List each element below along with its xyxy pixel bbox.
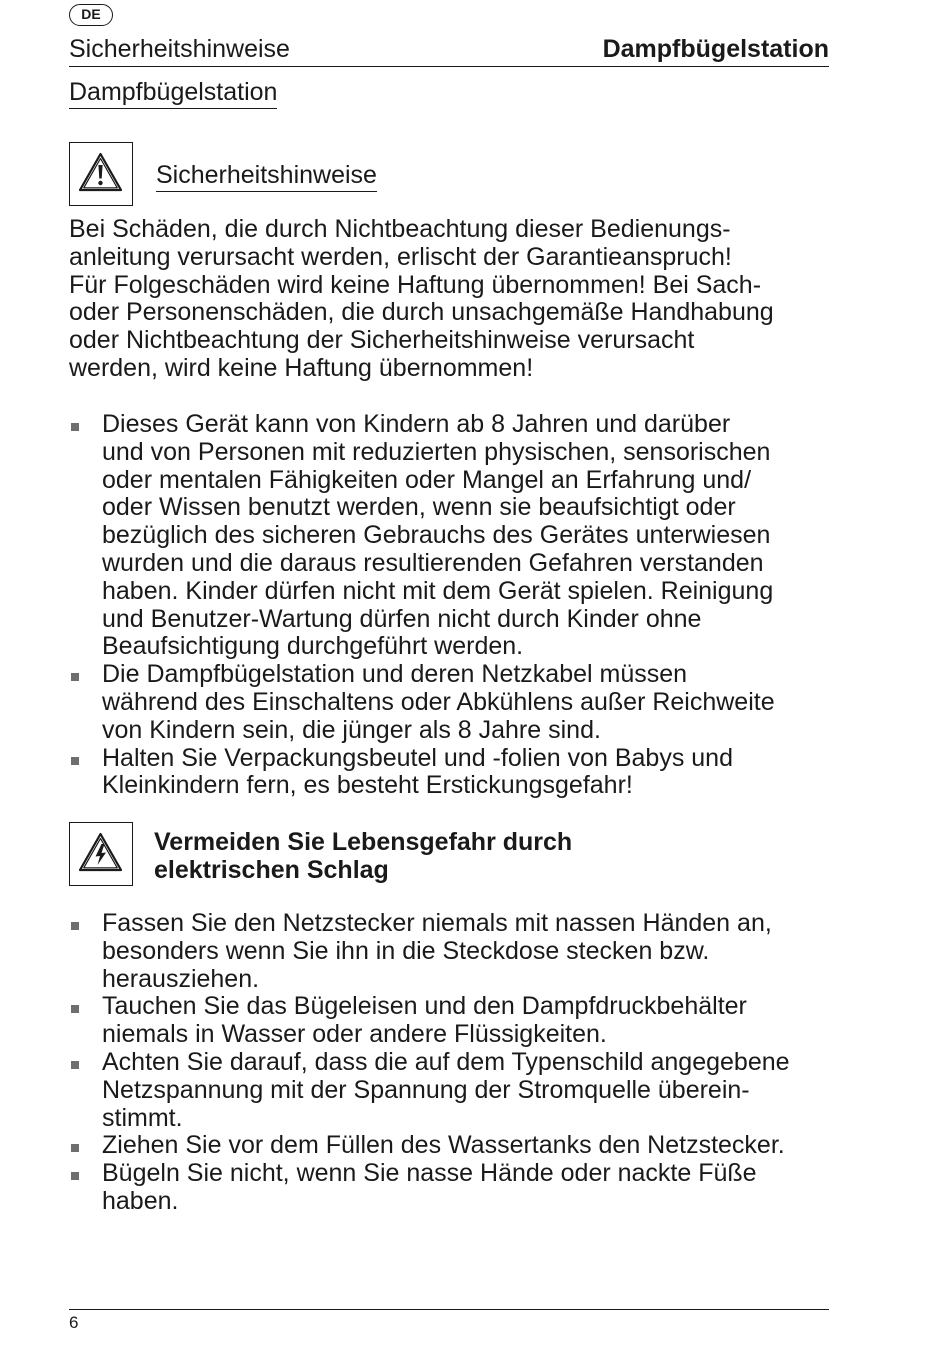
language-badge: DE (69, 4, 113, 26)
bullet-square-icon (71, 673, 79, 681)
bullet-square-icon (71, 423, 79, 431)
bullet-square-icon (71, 757, 79, 765)
safety-bullet-list (69, 411, 831, 800)
list-item: Halten Sie Verpackungsbeutel und -folien von Babys und Kleinkindern fern, es besteht Erstickungsgefahr! (69, 745, 831, 801)
safety-heading: Sicherheitshinweise (156, 160, 377, 192)
bullet-square-icon (71, 1061, 79, 1069)
electric-hazard-icon (69, 822, 133, 886)
footer-divider (69, 1309, 829, 1310)
bullet-square-icon (71, 1172, 79, 1180)
list-item: Die Dampfbügelstation und deren Netzkabel müssen während des Einschaltens oder Abkühlens außer Reichweite von Kindern sein, die jünger als 8 Jahre sind. (69, 661, 831, 744)
list-item: Dieses Gerät kann von Kindern ab 8 Jahren und darüber und von Personen mit reduzierten physischen, sensorischen oder mentalen Fähigkeiten oder Mangel an Erfahrung und/ oder Wissen benutzt werden, wenn sie beaufsichtigt oder bezüglich des sicheren Gebrauchs des Gerätes unterwiesen wurden und die daraus resultierenden Gefahren verstanden haben. Kinder dürfen nicht mit dem Gerät spielen. Reinigung und Benutzer-Wartung dürfen nicht durch Kinder ohne Beaufsichtigung durchgeführt werden. (69, 411, 831, 661)
liability-paragraph: Bei Schäden, die durch Nichtbeachtung dieser Bedienungs- anleitung verursacht werden, erlischt der Garantieanspruch! Für Folgeschäden wird keine Haftung übernommen! Bei Sach- oder Personenschäden, die durch unsachgemäße Handhabung oder Nichtbeachtung der Sicherheitshinweise verursacht werden, wird keine Haftung übernommen! (69, 215, 774, 382)
header-product: Dampfbügelstation (602, 35, 829, 63)
list-item: Tauchen Sie das Bügeleisen und den Dampfdruckbehälter niemals in Wasser oder andere Flüssigkeiten. (69, 993, 831, 1049)
list-item: Ziehen Sie vor dem Füllen des Wassertanks den Netzstecker. (69, 1132, 831, 1160)
list-item: Fassen Sie den Netzstecker niemals mit nassen Händen an, besonders wenn Sie ihn in die Steckdose stecken bzw. herausziehen. (69, 910, 831, 993)
header-chapter: Sicherheitshinweise (69, 35, 290, 63)
electric-heading: Vermeiden Sie Lebensgefahr durch elektrischen Schlag (154, 828, 573, 884)
page-header (69, 32, 829, 67)
electric-bullet-list (69, 910, 831, 1216)
list-item: Bügeln Sie nicht, wenn Sie nasse Hände oder nackte Füße haben. (69, 1160, 831, 1216)
section-title: Dampfbügelstation (69, 77, 277, 109)
warning-triangle-icon (69, 142, 133, 206)
list-item: Achten Sie darauf, dass die auf dem Typenschild angegebene Netzspannung mit der Spannung der Stromquelle überein- stimmt. (69, 1049, 831, 1132)
page-number: 6 (69, 1313, 79, 1332)
bullet-square-icon (71, 922, 79, 930)
bullet-square-icon (71, 1005, 79, 1013)
bullet-square-icon (71, 1144, 79, 1152)
